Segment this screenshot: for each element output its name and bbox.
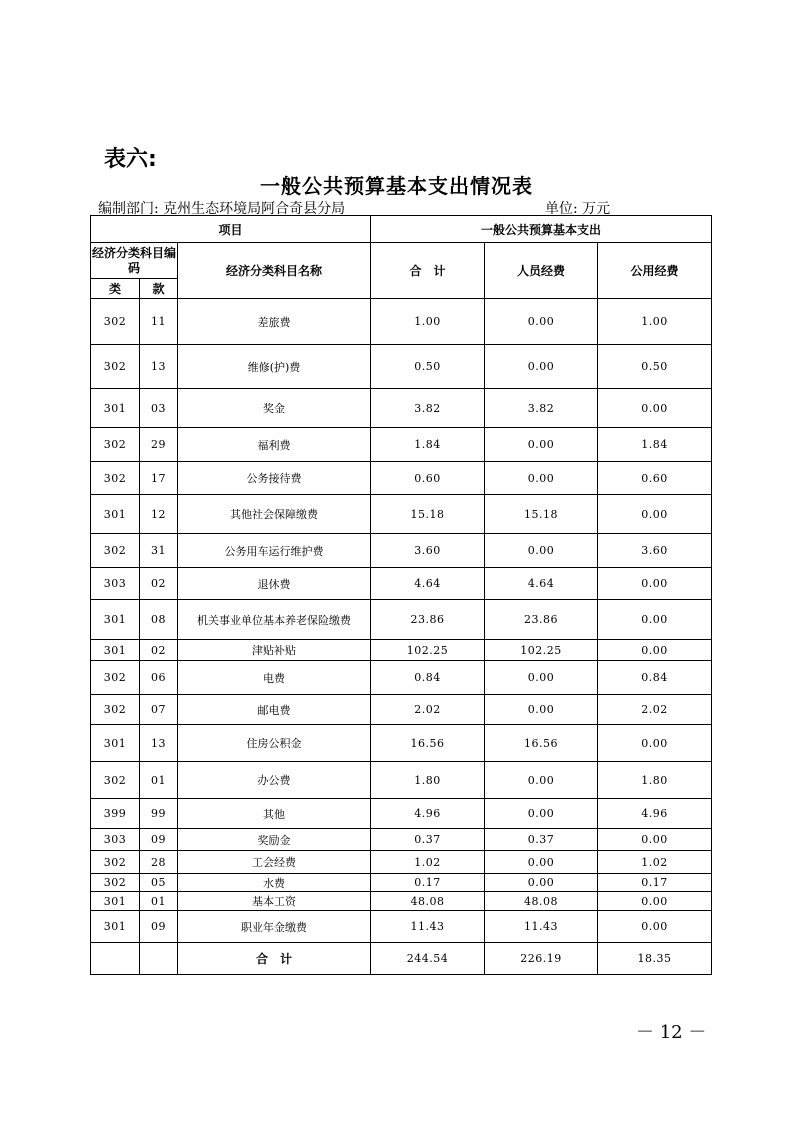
cell-item: 29: [140, 428, 178, 462]
cell-name: 其他社会保障缴费: [178, 495, 371, 534]
cell-total: 0.17: [371, 874, 485, 892]
cell-personnel: 0.00: [485, 695, 598, 725]
table-row: [91, 762, 712, 799]
cell-class: 302: [91, 762, 140, 799]
cell-class: 302: [91, 851, 140, 874]
cell-public: 0.00: [598, 829, 712, 851]
cell-personnel: 0.00: [485, 428, 598, 462]
cell-public: 1.84: [598, 428, 712, 462]
cell-public: 3.60: [598, 534, 712, 568]
cell-public: 1.80: [598, 762, 712, 799]
header-code: 经济分类科目编码: [91, 243, 178, 279]
cell-class: 302: [91, 874, 140, 892]
cell-personnel: 0.00: [485, 534, 598, 568]
cell-name: 福利费: [178, 428, 371, 462]
cell-personnel: 11.43: [485, 911, 598, 943]
total-empty-class: [91, 943, 140, 975]
header-total: 合 计: [371, 243, 485, 299]
cell-total: 1.00: [371, 299, 485, 345]
total-personnel: 226.19: [485, 943, 598, 975]
cell-class: 302: [91, 462, 140, 495]
cell-name: 水费: [178, 874, 371, 892]
header-personnel: 人员经费: [485, 243, 598, 299]
cell-class: 302: [91, 695, 140, 725]
cell-public: 0.00: [598, 725, 712, 762]
cell-item: 06: [140, 661, 178, 695]
cell-class: 302: [91, 661, 140, 695]
cell-personnel: 3.82: [485, 389, 598, 428]
table-row: [91, 534, 712, 568]
cell-name: 奖金: [178, 389, 371, 428]
cell-item: 07: [140, 695, 178, 725]
cell-public: 0.00: [598, 892, 712, 911]
cell-class: 303: [91, 829, 140, 851]
cell-public: 4.96: [598, 799, 712, 829]
cell-class: 301: [91, 600, 140, 640]
cell-name: 基本工资: [178, 892, 371, 911]
header-item: 款: [140, 279, 178, 299]
table-row: [91, 428, 712, 462]
cell-class: 302: [91, 428, 140, 462]
cell-personnel: 0.00: [485, 799, 598, 829]
table-row: [91, 640, 712, 661]
cell-class: 301: [91, 892, 140, 911]
cell-public: 0.00: [598, 495, 712, 534]
table-row: [91, 462, 712, 495]
cell-item: 08: [140, 600, 178, 640]
total-empty-item: [140, 943, 178, 975]
cell-item: 11: [140, 299, 178, 345]
page-title: 一般公共预算基本支出情况表: [260, 174, 533, 198]
cell-name: 退休费: [178, 568, 371, 600]
cell-class: 301: [91, 640, 140, 661]
cell-name: 职业年金缴费: [178, 911, 371, 943]
cell-name: 电费: [178, 661, 371, 695]
cell-personnel: 0.00: [485, 462, 598, 495]
cell-public: 2.02: [598, 695, 712, 725]
cell-item: 99: [140, 799, 178, 829]
cell-public: 1.00: [598, 299, 712, 345]
cell-total: 3.82: [371, 389, 485, 428]
cell-total: 1.80: [371, 762, 485, 799]
cell-total: 0.50: [371, 345, 485, 389]
cell-item: 02: [140, 568, 178, 600]
unit-line: 单位: 万元: [545, 201, 611, 217]
cell-personnel: 0.00: [485, 874, 598, 892]
cell-class: 301: [91, 389, 140, 428]
table-row: [91, 695, 712, 725]
cell-public: 0.00: [598, 600, 712, 640]
cell-item: 13: [140, 345, 178, 389]
cell-item: 13: [140, 725, 178, 762]
cell-name: 公务接待费: [178, 462, 371, 495]
cell-total: 23.86: [371, 600, 485, 640]
cell-class: 302: [91, 345, 140, 389]
cell-personnel: 0.37: [485, 829, 598, 851]
cell-personnel: 0.00: [485, 345, 598, 389]
cell-personnel: 16.56: [485, 725, 598, 762]
cell-personnel: 48.08: [485, 892, 598, 911]
cell-total: 3.60: [371, 534, 485, 568]
expenditure-table: [90, 215, 712, 975]
table-row: [91, 661, 712, 695]
cell-public: 0.00: [598, 640, 712, 661]
cell-public: 1.02: [598, 851, 712, 874]
cell-total: 0.37: [371, 829, 485, 851]
cell-public: 0.00: [598, 389, 712, 428]
cell-public: 0.50: [598, 345, 712, 389]
cell-item: 12: [140, 495, 178, 534]
cell-name: 办公费: [178, 762, 371, 799]
cell-item: 28: [140, 851, 178, 874]
cell-name: 奖励金: [178, 829, 371, 851]
cell-public: 0.00: [598, 911, 712, 943]
table-row: [91, 600, 712, 640]
cell-total: 102.25: [371, 640, 485, 661]
cell-item: 17: [140, 462, 178, 495]
cell-total: 15.18: [371, 495, 485, 534]
cell-total: 16.56: [371, 725, 485, 762]
table-row: [91, 911, 712, 943]
cell-class: 399: [91, 799, 140, 829]
cell-class: 301: [91, 495, 140, 534]
cell-total: 11.43: [371, 911, 485, 943]
table-row: [91, 851, 712, 874]
cell-class: 302: [91, 534, 140, 568]
cell-item: 09: [140, 911, 178, 943]
cell-total: 2.02: [371, 695, 485, 725]
cell-item: 09: [140, 829, 178, 851]
cell-personnel: 0.00: [485, 762, 598, 799]
header-class: 类: [91, 279, 140, 299]
cell-total: 4.96: [371, 799, 485, 829]
header-project: 项目: [91, 216, 371, 243]
cell-total: 48.08: [371, 892, 485, 911]
cell-name: 其他: [178, 799, 371, 829]
cell-name: 邮电费: [178, 695, 371, 725]
cell-item: 03: [140, 389, 178, 428]
cell-name: 维修(护)费: [178, 345, 371, 389]
cell-total: 0.60: [371, 462, 485, 495]
cell-name: 工会经费: [178, 851, 371, 874]
cell-item: 01: [140, 762, 178, 799]
total-row: [91, 943, 712, 975]
cell-total: 1.84: [371, 428, 485, 462]
cell-personnel: 0.00: [485, 299, 598, 345]
cell-personnel: 0.00: [485, 661, 598, 695]
cell-total: 1.02: [371, 851, 485, 874]
table-row: [91, 799, 712, 829]
cell-item: 01: [140, 892, 178, 911]
cell-personnel: 15.18: [485, 495, 598, 534]
cell-total: 0.84: [371, 661, 485, 695]
cell-total: 4.64: [371, 568, 485, 600]
total-sum: 244.54: [371, 943, 485, 975]
table-row: [91, 874, 712, 892]
cell-class: 301: [91, 725, 140, 762]
table-row: [91, 299, 712, 345]
cell-item: 05: [140, 874, 178, 892]
cell-item: 02: [140, 640, 178, 661]
cell-public: 0.60: [598, 462, 712, 495]
table-row: [91, 892, 712, 911]
cell-public: 0.00: [598, 568, 712, 600]
cell-class: 303: [91, 568, 140, 600]
cell-public: 0.17: [598, 874, 712, 892]
cell-public: 0.84: [598, 661, 712, 695]
cell-class: 301: [91, 911, 140, 943]
cell-personnel: 0.00: [485, 851, 598, 874]
cell-name: 津贴补贴: [178, 640, 371, 661]
header-public: 公用经费: [598, 243, 712, 299]
department-line: 编制部门: 克州生态环境局阿合奇县分局: [98, 201, 346, 217]
table-row: [91, 345, 712, 389]
table-row: [91, 495, 712, 534]
cell-name: 差旅费: [178, 299, 371, 345]
header-expenditure: 一般公共预算基本支出: [371, 216, 712, 243]
page-number: － 12 －: [636, 1022, 707, 1043]
cell-personnel: 102.25: [485, 640, 598, 661]
table-row: [91, 725, 712, 762]
header-name: 经济分类科目名称: [178, 243, 371, 299]
cell-name: 住房公积金: [178, 725, 371, 762]
table-row: [91, 568, 712, 600]
cell-name: 机关事业单位基本养老保险缴费: [178, 600, 371, 640]
cell-personnel: 23.86: [485, 600, 598, 640]
table-label: 表六:: [104, 147, 157, 172]
cell-name: 公务用车运行维护费: [178, 534, 371, 568]
cell-personnel: 4.64: [485, 568, 598, 600]
cell-item: 31: [140, 534, 178, 568]
cell-class: 302: [91, 299, 140, 345]
total-public: 18.35: [598, 943, 712, 975]
total-label: 合 计: [178, 943, 371, 975]
table-row: [91, 829, 712, 851]
table-row: [91, 389, 712, 428]
